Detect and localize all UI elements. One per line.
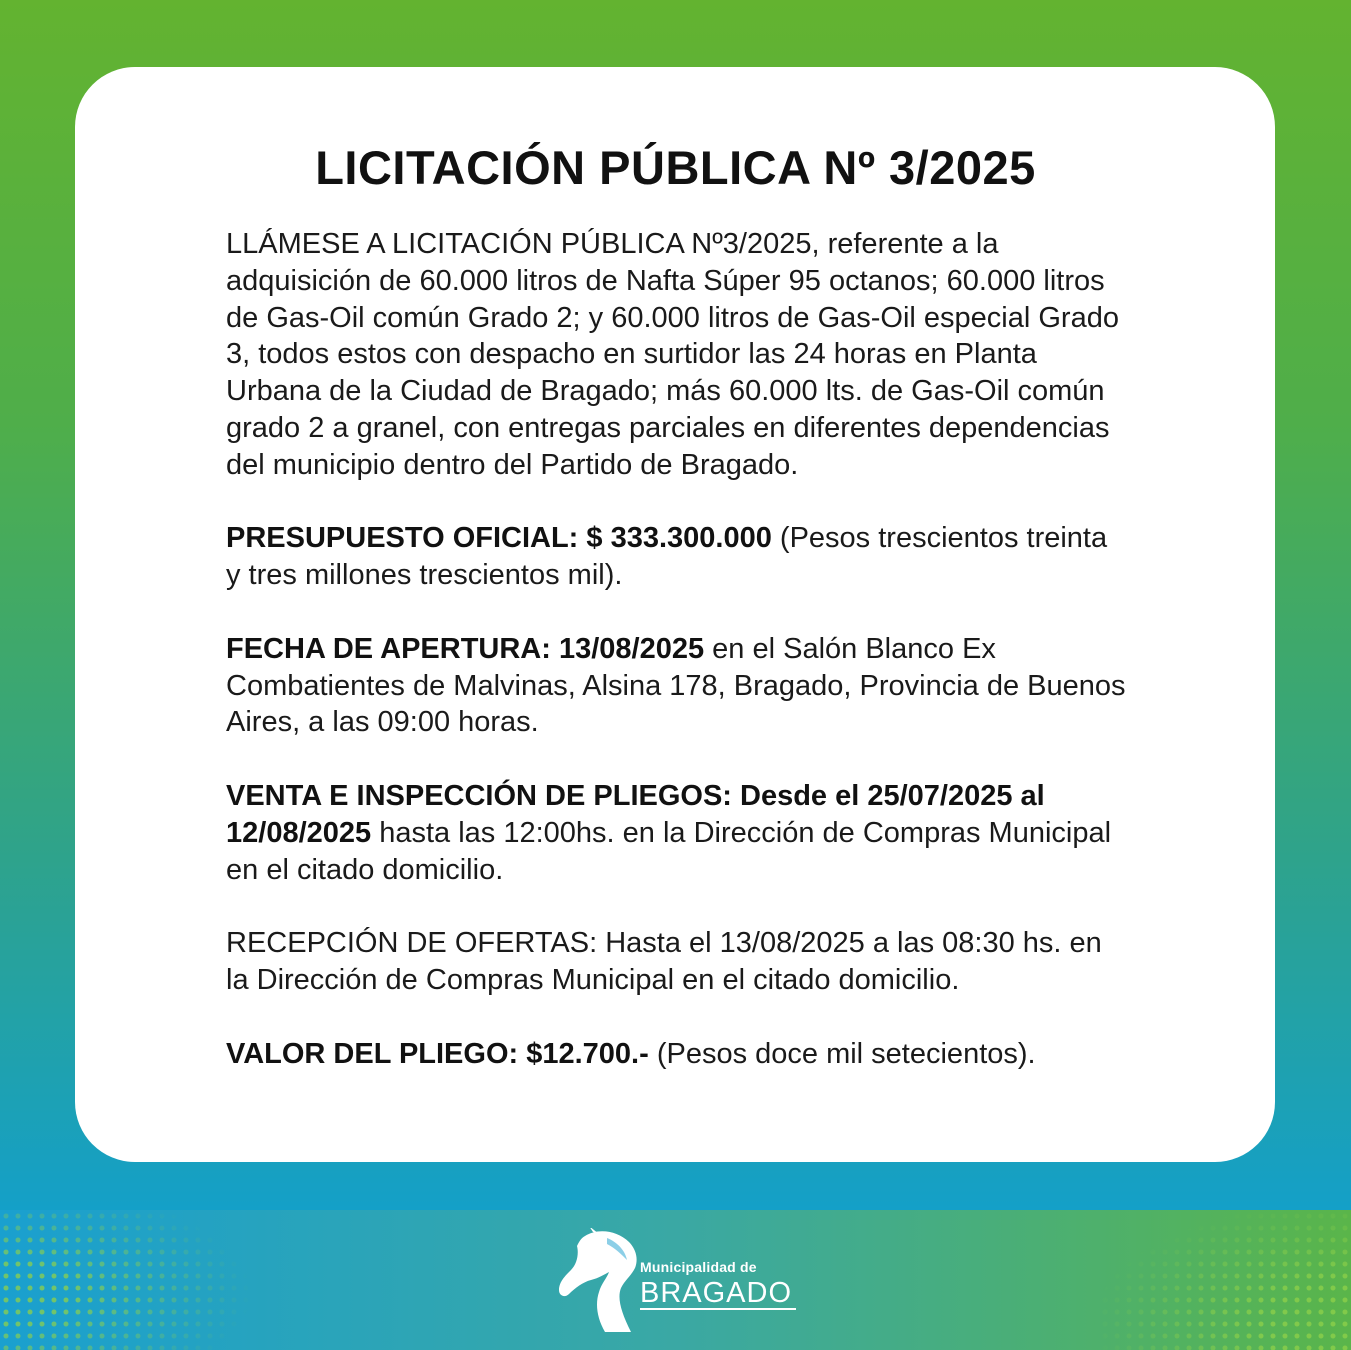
venta-text: hasta las 12:00hs. en la Dirección de Compras Municipal en el citado domicilio. xyxy=(226,816,1112,886)
apertura-text: en el Salón Blanco Ex Combatientes de Malvinas, Alsina 178, Bragado, Provincia de Buenos Aires, a las 09:00 horas. xyxy=(226,632,1126,739)
dot-pattern-left xyxy=(0,1210,360,1350)
valor-label: VALOR DEL PLIEGO: $12.700.- xyxy=(226,1037,649,1070)
horse-head-icon xyxy=(555,1228,645,1338)
venta-label: VENTA E INSPECCIÓN DE PLIEGOS: Desde el 25/07/2025 al 12/08/2025 xyxy=(226,779,1045,849)
notice-body xyxy=(226,226,1126,1109)
apertura-paragraph xyxy=(226,631,1126,741)
presupuesto-paragraph xyxy=(226,520,1126,594)
presupuesto-text: (Pesos trescientos treinta y tres millones trescientos mil). xyxy=(226,522,1108,592)
presupuesto-label: PRESUPUESTO OFICIAL: $ 333.300.000 xyxy=(226,522,772,555)
recepcion-paragraph: RECEPCIÓN DE OFERTAS: Hasta el 13/08/2025 a las 08:30 hs. en la Dirección de Compras Municipal en el citado domicilio. xyxy=(226,927,1102,996)
apertura-label: FECHA DE APERTURA: 13/08/2025 xyxy=(226,632,705,665)
dot-pattern-right xyxy=(991,1210,1351,1350)
page-title: LICITACIÓN PÚBLICA Nº 3/2025 xyxy=(315,141,1036,194)
venta-paragraph xyxy=(226,778,1126,888)
intro-paragraph: LLÁMESE A LICITACIÓN PÚBLICA Nº3/2025, referente a la adquisición de 60.000 litros de Nafta Súper 95 octanos; 60.000 litros de Gas-Oil común Grado 2; y 60.000 litros de Gas-Oil especial Grado 3, todos estos con despacho en surtidor las 24 horas en Planta Urbana de la Ciudad de Bragado; más 60.000 lts. de Gas-Oil común grado 2 a granel, con entregas parciales en diferentes dependencias del municipio dentro del Partido de Bragado. xyxy=(226,228,1119,481)
valor-paragraph xyxy=(226,1036,1126,1073)
valor-text: (Pesos doce mil setecientos). xyxy=(648,1037,1036,1070)
logo-line-2: BRAGADO xyxy=(640,1278,796,1310)
logo-line-1: Municipalidad de xyxy=(640,1259,757,1275)
